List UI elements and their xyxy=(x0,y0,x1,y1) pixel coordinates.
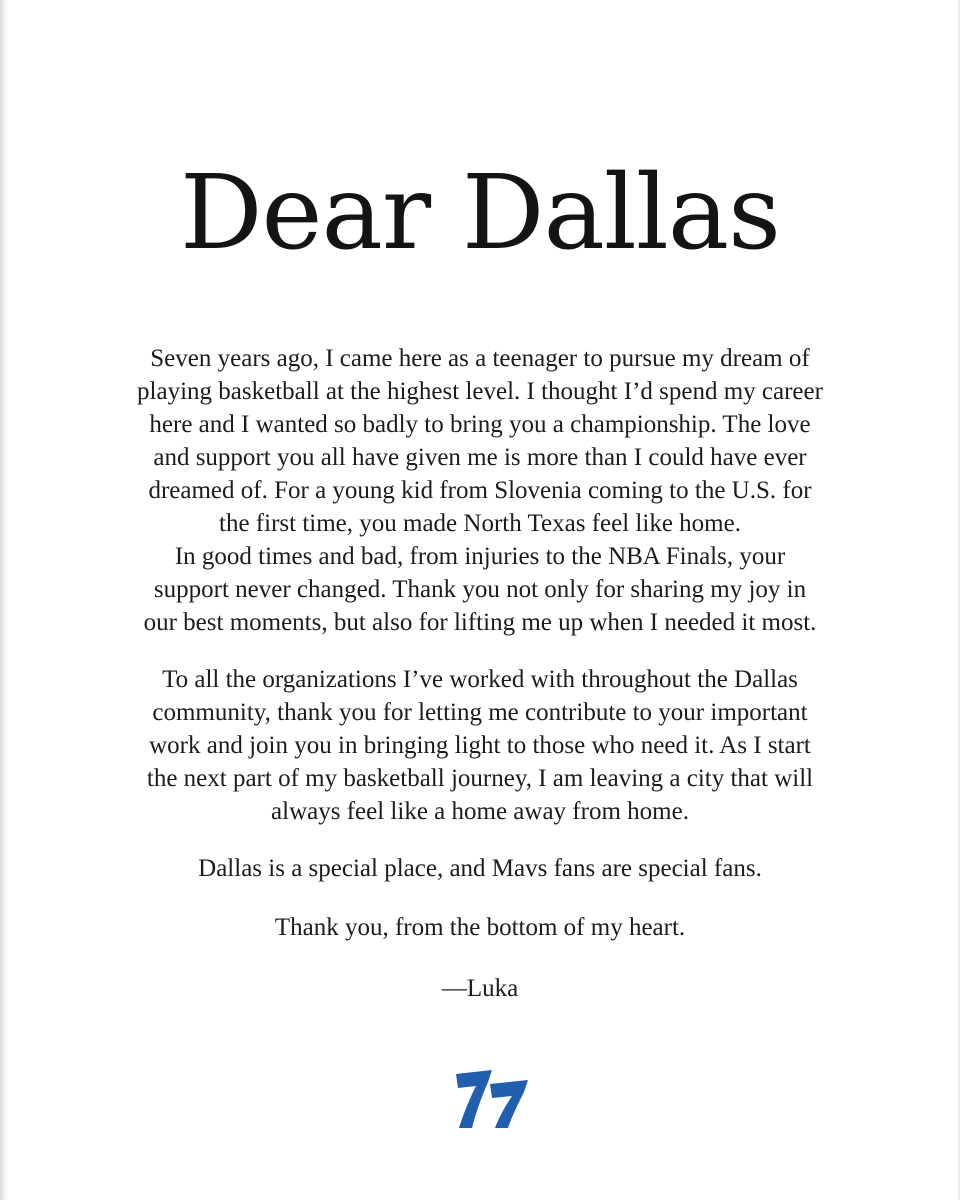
signature xyxy=(80,972,880,1005)
paragraph-line: To all the organizations I’ve worked with throughout the Dallas xyxy=(162,666,798,693)
paragraph-line: Seven years ago, I came here as a teenager to pursue my dream of xyxy=(150,345,810,372)
paragraph-spacer xyxy=(80,828,880,852)
paragraph-spacer xyxy=(80,885,880,911)
paragraph-2 xyxy=(80,663,880,828)
letter-title: Dear Dallas xyxy=(179,153,781,273)
paragraph-line: the next part of my basketball journey, I am leaving a city that will xyxy=(146,765,814,792)
paragraph-spacer xyxy=(80,944,880,972)
paragraph-3 xyxy=(80,852,880,885)
paragraph-line: the first time, you made North Texas feel like home. xyxy=(219,510,741,537)
paragraph-line: support never changed. Thank you not only for sharing my joy in xyxy=(153,576,807,603)
paragraph-line: community, thank you for letting me contribute to your important xyxy=(152,699,808,726)
paragraph-line: playing basketball at the highest level. I thought I’d spend my career xyxy=(137,378,823,405)
paragraph-line: In good times and bad, from injuries to the NBA Finals, your xyxy=(174,543,786,570)
paragraph-line: and support you all have given me is more than I could have ever xyxy=(153,444,807,471)
paragraph-line: here and I wanted so badly to bring you a championship. The love xyxy=(149,411,811,438)
paragraph-line: Dallas is a special place, and Mavs fans are special fans. xyxy=(198,855,762,882)
paragraph-spacer xyxy=(80,639,880,663)
luka-77-logo-icon xyxy=(452,1068,530,1130)
paragraph-line: Thank you, from the bottom of my heart. xyxy=(274,914,686,941)
paragraph-1 xyxy=(80,342,880,639)
paragraph-4 xyxy=(80,911,880,944)
paragraph-line: dreamed of. For a young kid from Slovenia coming to the U.S. for xyxy=(148,477,812,504)
paragraph-line: always feel like a home away from home. xyxy=(271,798,689,825)
signature-text: —Luka xyxy=(441,975,519,1002)
paragraph-line: our best moments, but also for lifting me up when I needed it most. xyxy=(143,609,817,636)
letter-body xyxy=(80,342,880,1005)
paragraph-line: work and join you in bringing light to those who need it. As I start xyxy=(149,732,811,759)
